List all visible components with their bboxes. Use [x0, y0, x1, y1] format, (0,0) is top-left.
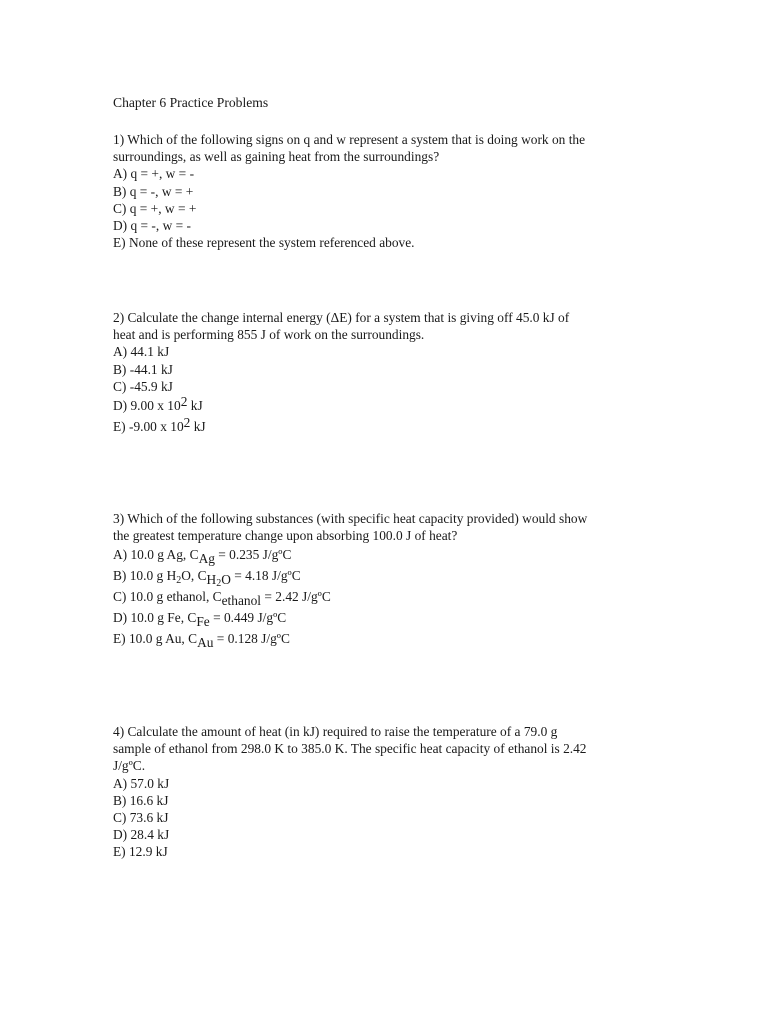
- question-3-text-line-2: the greatest temperature change upon absorbing 100.0 J of heat?: [113, 528, 458, 544]
- question-4-text-line-1: 4) Calculate the amount of heat (in kJ) required to raise the temperature of a 79.0 g: [113, 724, 558, 739]
- question-1: [113, 131, 643, 251]
- question-3-option-c-text: C) 10.0 g ethanol, C: [113, 589, 222, 605]
- question-4-option-e: E) 12.9 kJ: [113, 844, 168, 860]
- question-3-option-b-value: = 4.18 J/gºC: [230, 568, 301, 584]
- question-4-option-a: A) 57.0 kJ: [113, 775, 170, 791]
- question-4-text-line-3: J/gºC.: [113, 758, 146, 774]
- question-4-option-c: C) 73.6 kJ: [113, 810, 169, 826]
- question-2-option-e: [113, 416, 643, 437]
- question-1-option-b: B) q = -, w = +: [113, 183, 194, 199]
- question-3-option-a-subscript: Ag: [198, 551, 215, 567]
- question-3-option-b-subscript-h: H: [206, 572, 217, 588]
- question-3-option-d: [113, 607, 643, 628]
- question-1-option-d: D) q = -, w = -: [113, 218, 191, 234]
- question-3-option-b: [113, 565, 643, 590]
- document-title: Chapter 6 Practice Problems: [113, 95, 269, 110]
- question-3-option-e-text: E) 10.0 g Au, C: [113, 631, 198, 647]
- question-2-option-e-exponent: 2: [183, 415, 191, 431]
- question-3-option-b-subscript-2: 2: [216, 578, 222, 590]
- question-2-option-e-unit: kJ: [190, 419, 206, 435]
- question-4-option-d: D) 28.4 kJ: [113, 827, 170, 843]
- question-3-option-b-text: B) 10.0 g H: [113, 568, 177, 584]
- question-3-option-e: [113, 628, 643, 649]
- question-3-option-c: [113, 586, 643, 607]
- question-3-option-a: [113, 544, 643, 565]
- question-3: [113, 510, 643, 649]
- question-2: [113, 309, 643, 437]
- question-1-option-e: E) None of these represent the system referenced above.: [113, 235, 415, 251]
- question-3-option-d-text: D) 10.0 g Fe, C: [113, 610, 197, 626]
- question-2-option-a: A) 44.1 kJ: [113, 344, 170, 360]
- question-3-option-e-subscript: Au: [197, 635, 214, 651]
- question-3-option-c-value: = 2.42 J/gºC: [261, 589, 331, 605]
- question-4: [113, 723, 643, 861]
- question-2-option-e-base: E) -9.00 x 10: [113, 419, 184, 435]
- question-3-option-c-subscript: ethanol: [221, 593, 262, 609]
- question-1-option-a: A) q = +, w = -: [113, 166, 195, 182]
- question-3-option-e-value: = 0.128 J/gºC: [213, 631, 290, 647]
- question-3-option-a-value: = 0.235 J/gºC: [214, 547, 292, 563]
- question-1-text-line-2: surroundings, as well as gaining heat from the surroundings?: [113, 149, 440, 165]
- question-2-option-c: C) -45.9 kJ: [113, 378, 173, 394]
- question-3-option-a-text: A) 10.0 g Ag, C: [113, 547, 199, 563]
- question-2-option-d-unit: kJ: [187, 398, 203, 414]
- question-4-option-b: B) 16.6 kJ: [113, 792, 169, 808]
- question-1-text-line-1: 1) Which of the following signs on q and w represent a system that is doing work on the: [113, 132, 586, 147]
- question-2-option-d-exponent: 2: [180, 394, 188, 410]
- question-2-option-b: B) -44.1 kJ: [113, 361, 173, 377]
- question-2-option-d-base: D) 9.00 x 10: [113, 398, 181, 414]
- question-4-text-line-2: sample of ethanol from 298.0 K to 385.0 K. The specific heat capacity of ethanol is 2.42: [113, 741, 587, 757]
- question-2-text-line-2: heat and is performing 855 J of work on the surroundings.: [113, 327, 425, 343]
- question-3-option-b-subscript-o: O: [221, 572, 231, 588]
- question-1-option-c: C) q = +, w = +: [113, 200, 197, 216]
- question-3-option-d-value: = 0.449 J/gºC: [209, 610, 287, 626]
- question-3-text-line-1: 3) Which of the following substances (with specific heat capacity provided) would show: [113, 511, 588, 526]
- question-3-option-b-mid: O, C: [181, 568, 207, 584]
- question-2-option-d: [113, 395, 643, 416]
- question-3-option-d-subscript: Fe: [196, 614, 210, 630]
- question-2-text-line-1: 2) Calculate the change internal energy (ΔE) for a system that is giving off 45.0 kJ of: [113, 310, 570, 325]
- question-3-option-b-subscript-1: 2: [176, 575, 182, 587]
